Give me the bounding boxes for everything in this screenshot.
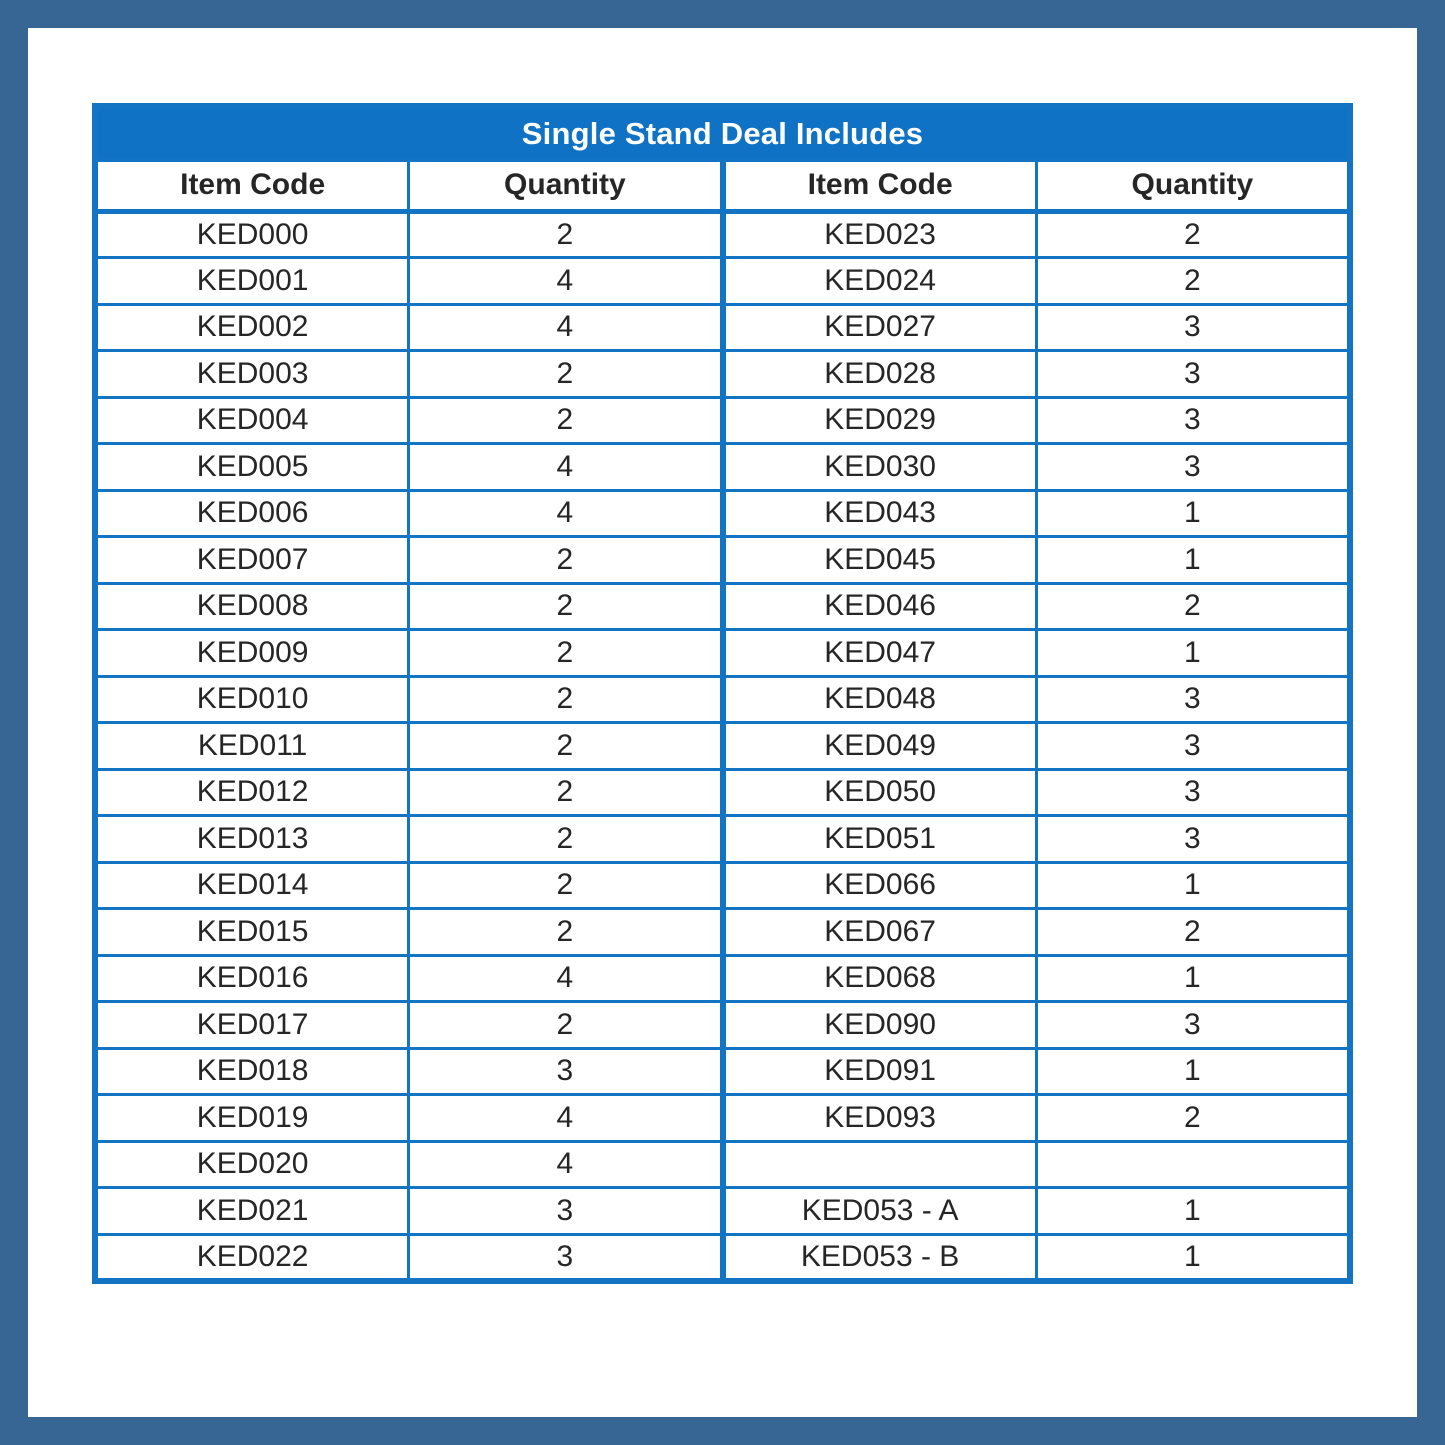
item-code-cell: KED043 <box>723 490 1037 537</box>
document-page <box>28 28 1417 1417</box>
item-code-cell: KED020 <box>95 1141 409 1188</box>
item-code-cell: KED027 <box>723 304 1037 351</box>
table-row <box>95 723 1350 770</box>
quantity-cell: 4 <box>409 1095 723 1142</box>
item-code-cell: KED046 <box>723 583 1037 630</box>
quantity-cell: 2 <box>409 816 723 863</box>
table-row <box>95 490 1350 537</box>
table-row <box>95 211 1350 258</box>
table-row <box>95 304 1350 351</box>
quantity-cell: 2 <box>1036 583 1350 630</box>
quantity-cell: 3 <box>1036 676 1350 723</box>
quantity-cell: 3 <box>1036 304 1350 351</box>
table-row <box>95 1141 1350 1188</box>
table-row <box>95 862 1350 909</box>
quantity-cell: 1 <box>1036 490 1350 537</box>
quantity-cell: 2 <box>409 351 723 398</box>
item-code-cell: KED006 <box>95 490 409 537</box>
quantity-cell: 3 <box>409 1234 723 1281</box>
table-row <box>95 397 1350 444</box>
quantity-cell: 2 <box>409 537 723 584</box>
table-row <box>95 1002 1350 1049</box>
item-code-cell: KED021 <box>95 1188 409 1235</box>
item-code-cell: KED015 <box>95 909 409 956</box>
quantity-cell: 2 <box>1036 909 1350 956</box>
quantity-cell: 2 <box>409 1002 723 1049</box>
table-row <box>95 1234 1350 1281</box>
table-row <box>95 1095 1350 1142</box>
table-row <box>95 537 1350 584</box>
item-code-cell: KED030 <box>723 444 1037 491</box>
quantity-cell: 4 <box>409 304 723 351</box>
item-code-cell: KED050 <box>723 769 1037 816</box>
item-code-cell: KED003 <box>95 351 409 398</box>
item-code-cell: KED022 <box>95 1234 409 1281</box>
quantity-cell: 4 <box>409 1141 723 1188</box>
quantity-cell: 1 <box>1036 537 1350 584</box>
item-code-cell: KED009 <box>95 630 409 677</box>
quantity-cell: 2 <box>409 211 723 258</box>
quantity-cell: 3 <box>409 1048 723 1095</box>
quantity-cell: 3 <box>1036 769 1350 816</box>
quantity-cell: 2 <box>409 676 723 723</box>
quantity-cell: 2 <box>409 397 723 444</box>
item-code-cell: KED051 <box>723 816 1037 863</box>
table-row <box>95 955 1350 1002</box>
item-code-cell: KED013 <box>95 816 409 863</box>
table-row <box>95 583 1350 630</box>
quantity-cell: 2 <box>409 583 723 630</box>
item-code-cell: KED028 <box>723 351 1037 398</box>
item-code-cell: KED047 <box>723 630 1037 677</box>
column-header-item-code-left: Item Code <box>95 160 409 211</box>
column-header-quantity-right: Quantity <box>1036 160 1350 211</box>
quantity-cell: 3 <box>1036 444 1350 491</box>
quantity-cell: 2 <box>1036 1095 1350 1142</box>
column-header-quantity-left: Quantity <box>409 160 723 211</box>
item-code-cell: KED066 <box>723 862 1037 909</box>
item-code-cell: KED014 <box>95 862 409 909</box>
item-code-cell: KED049 <box>723 723 1037 770</box>
quantity-cell: 4 <box>409 955 723 1002</box>
column-header-item-code-right: Item Code <box>723 160 1037 211</box>
item-code-cell: KED019 <box>95 1095 409 1142</box>
item-code-cell: KED024 <box>723 258 1037 305</box>
quantity-cell: 2 <box>409 769 723 816</box>
quantity-cell <box>1036 1141 1350 1188</box>
item-code-cell: KED007 <box>95 537 409 584</box>
quantity-cell: 3 <box>1036 1002 1350 1049</box>
item-code-cell: KED004 <box>95 397 409 444</box>
table-row <box>95 769 1350 816</box>
item-code-cell: KED016 <box>95 955 409 1002</box>
item-code-cell: KED090 <box>723 1002 1037 1049</box>
table-title: Single Stand Deal Includes <box>95 106 1350 160</box>
column-header-row <box>95 160 1350 211</box>
quantity-cell: 3 <box>1036 723 1350 770</box>
quantity-cell: 2 <box>409 909 723 956</box>
quantity-cell: 1 <box>1036 1048 1350 1095</box>
quantity-cell: 4 <box>409 258 723 305</box>
title-row <box>95 106 1350 160</box>
item-code-cell: KED002 <box>95 304 409 351</box>
item-code-cell: KED048 <box>723 676 1037 723</box>
quantity-cell: 2 <box>1036 258 1350 305</box>
quantity-cell: 3 <box>1036 351 1350 398</box>
quantity-cell: 2 <box>409 862 723 909</box>
item-code-cell: KED053 - B <box>723 1234 1037 1281</box>
item-code-cell: KED011 <box>95 723 409 770</box>
quantity-cell: 1 <box>1036 1188 1350 1235</box>
item-code-cell: KED068 <box>723 955 1037 1002</box>
item-code-cell: KED053 - A <box>723 1188 1037 1235</box>
quantity-cell: 4 <box>409 490 723 537</box>
table-body <box>95 211 1350 1281</box>
quantity-cell: 1 <box>1036 862 1350 909</box>
quantity-cell: 2 <box>409 723 723 770</box>
deal-table-container <box>92 103 1353 1284</box>
item-code-cell: KED017 <box>95 1002 409 1049</box>
item-code-cell: KED045 <box>723 537 1037 584</box>
table-row <box>95 909 1350 956</box>
quantity-cell: 2 <box>409 630 723 677</box>
quantity-cell: 1 <box>1036 955 1350 1002</box>
table-row <box>95 630 1350 677</box>
deal-table <box>92 103 1353 1284</box>
quantity-cell: 3 <box>409 1188 723 1235</box>
quantity-cell: 3 <box>1036 397 1350 444</box>
item-code-cell <box>723 1141 1037 1188</box>
item-code-cell: KED001 <box>95 258 409 305</box>
item-code-cell: KED005 <box>95 444 409 491</box>
table-row <box>95 351 1350 398</box>
item-code-cell: KED000 <box>95 211 409 258</box>
table-row <box>95 258 1350 305</box>
item-code-cell: KED018 <box>95 1048 409 1095</box>
quantity-cell: 1 <box>1036 630 1350 677</box>
quantity-cell: 3 <box>1036 816 1350 863</box>
item-code-cell: KED093 <box>723 1095 1037 1142</box>
item-code-cell: KED012 <box>95 769 409 816</box>
item-code-cell: KED008 <box>95 583 409 630</box>
item-code-cell: KED023 <box>723 211 1037 258</box>
table-row <box>95 1048 1350 1095</box>
item-code-cell: KED010 <box>95 676 409 723</box>
table-row <box>95 1188 1350 1235</box>
quantity-cell: 2 <box>1036 211 1350 258</box>
quantity-cell: 4 <box>409 444 723 491</box>
quantity-cell: 1 <box>1036 1234 1350 1281</box>
item-code-cell: KED067 <box>723 909 1037 956</box>
table-row <box>95 816 1350 863</box>
item-code-cell: KED091 <box>723 1048 1037 1095</box>
table-row <box>95 676 1350 723</box>
item-code-cell: KED029 <box>723 397 1037 444</box>
table-row <box>95 444 1350 491</box>
